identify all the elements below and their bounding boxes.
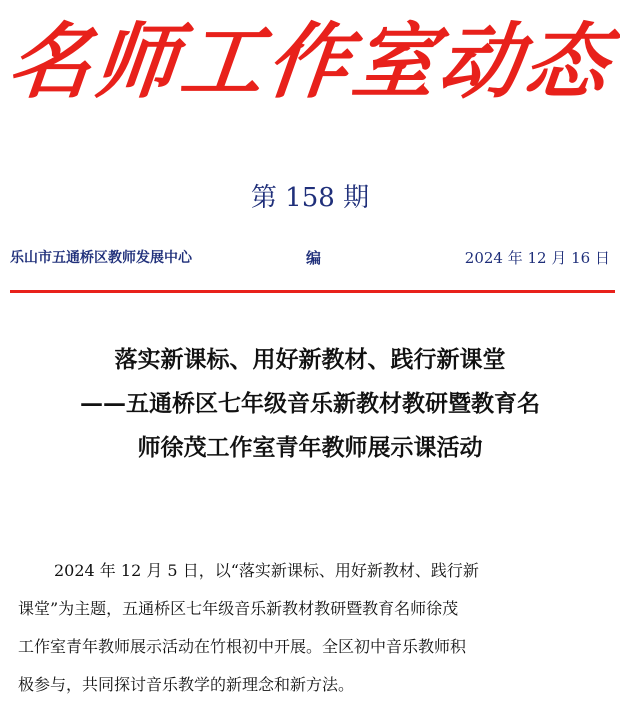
body-line: 2024 年 12 月 5 日，以“落实新课标、用好新教材、践行新 [54, 561, 479, 580]
editor-label: 编 [306, 249, 322, 267]
issue-number: 第 158 期 [250, 183, 370, 213]
header-divider [10, 290, 615, 293]
article-body [18, 552, 610, 704]
publication-meta [10, 244, 610, 272]
publisher-name: 乐山市五通桥区教师发展中心 [10, 250, 192, 266]
article-headline [0, 338, 620, 470]
headline-line: ——五通桥区七年级音乐新教材教研暨教育名 [80, 390, 540, 417]
body-line: 课堂”为主题，五通桥区七年级音乐新教材教研暨教育名师徐茂 [18, 599, 459, 618]
headline-line: 师徐茂工作室青年教师展示课活动 [137, 434, 483, 461]
masthead-title: 名师工作室动态 [4, 15, 617, 110]
headline-line: 落实新课标、用好新教材、践行新课堂 [114, 346, 506, 373]
body-line: 工作室青年教师展示活动在竹根初中开展。全区初中音乐教师积 [18, 637, 467, 656]
body-line: 极参与，共同探讨音乐教学的新理念和新方法。 [18, 675, 355, 694]
publication-date: 2024 年 12 月 16 日 [464, 249, 610, 267]
